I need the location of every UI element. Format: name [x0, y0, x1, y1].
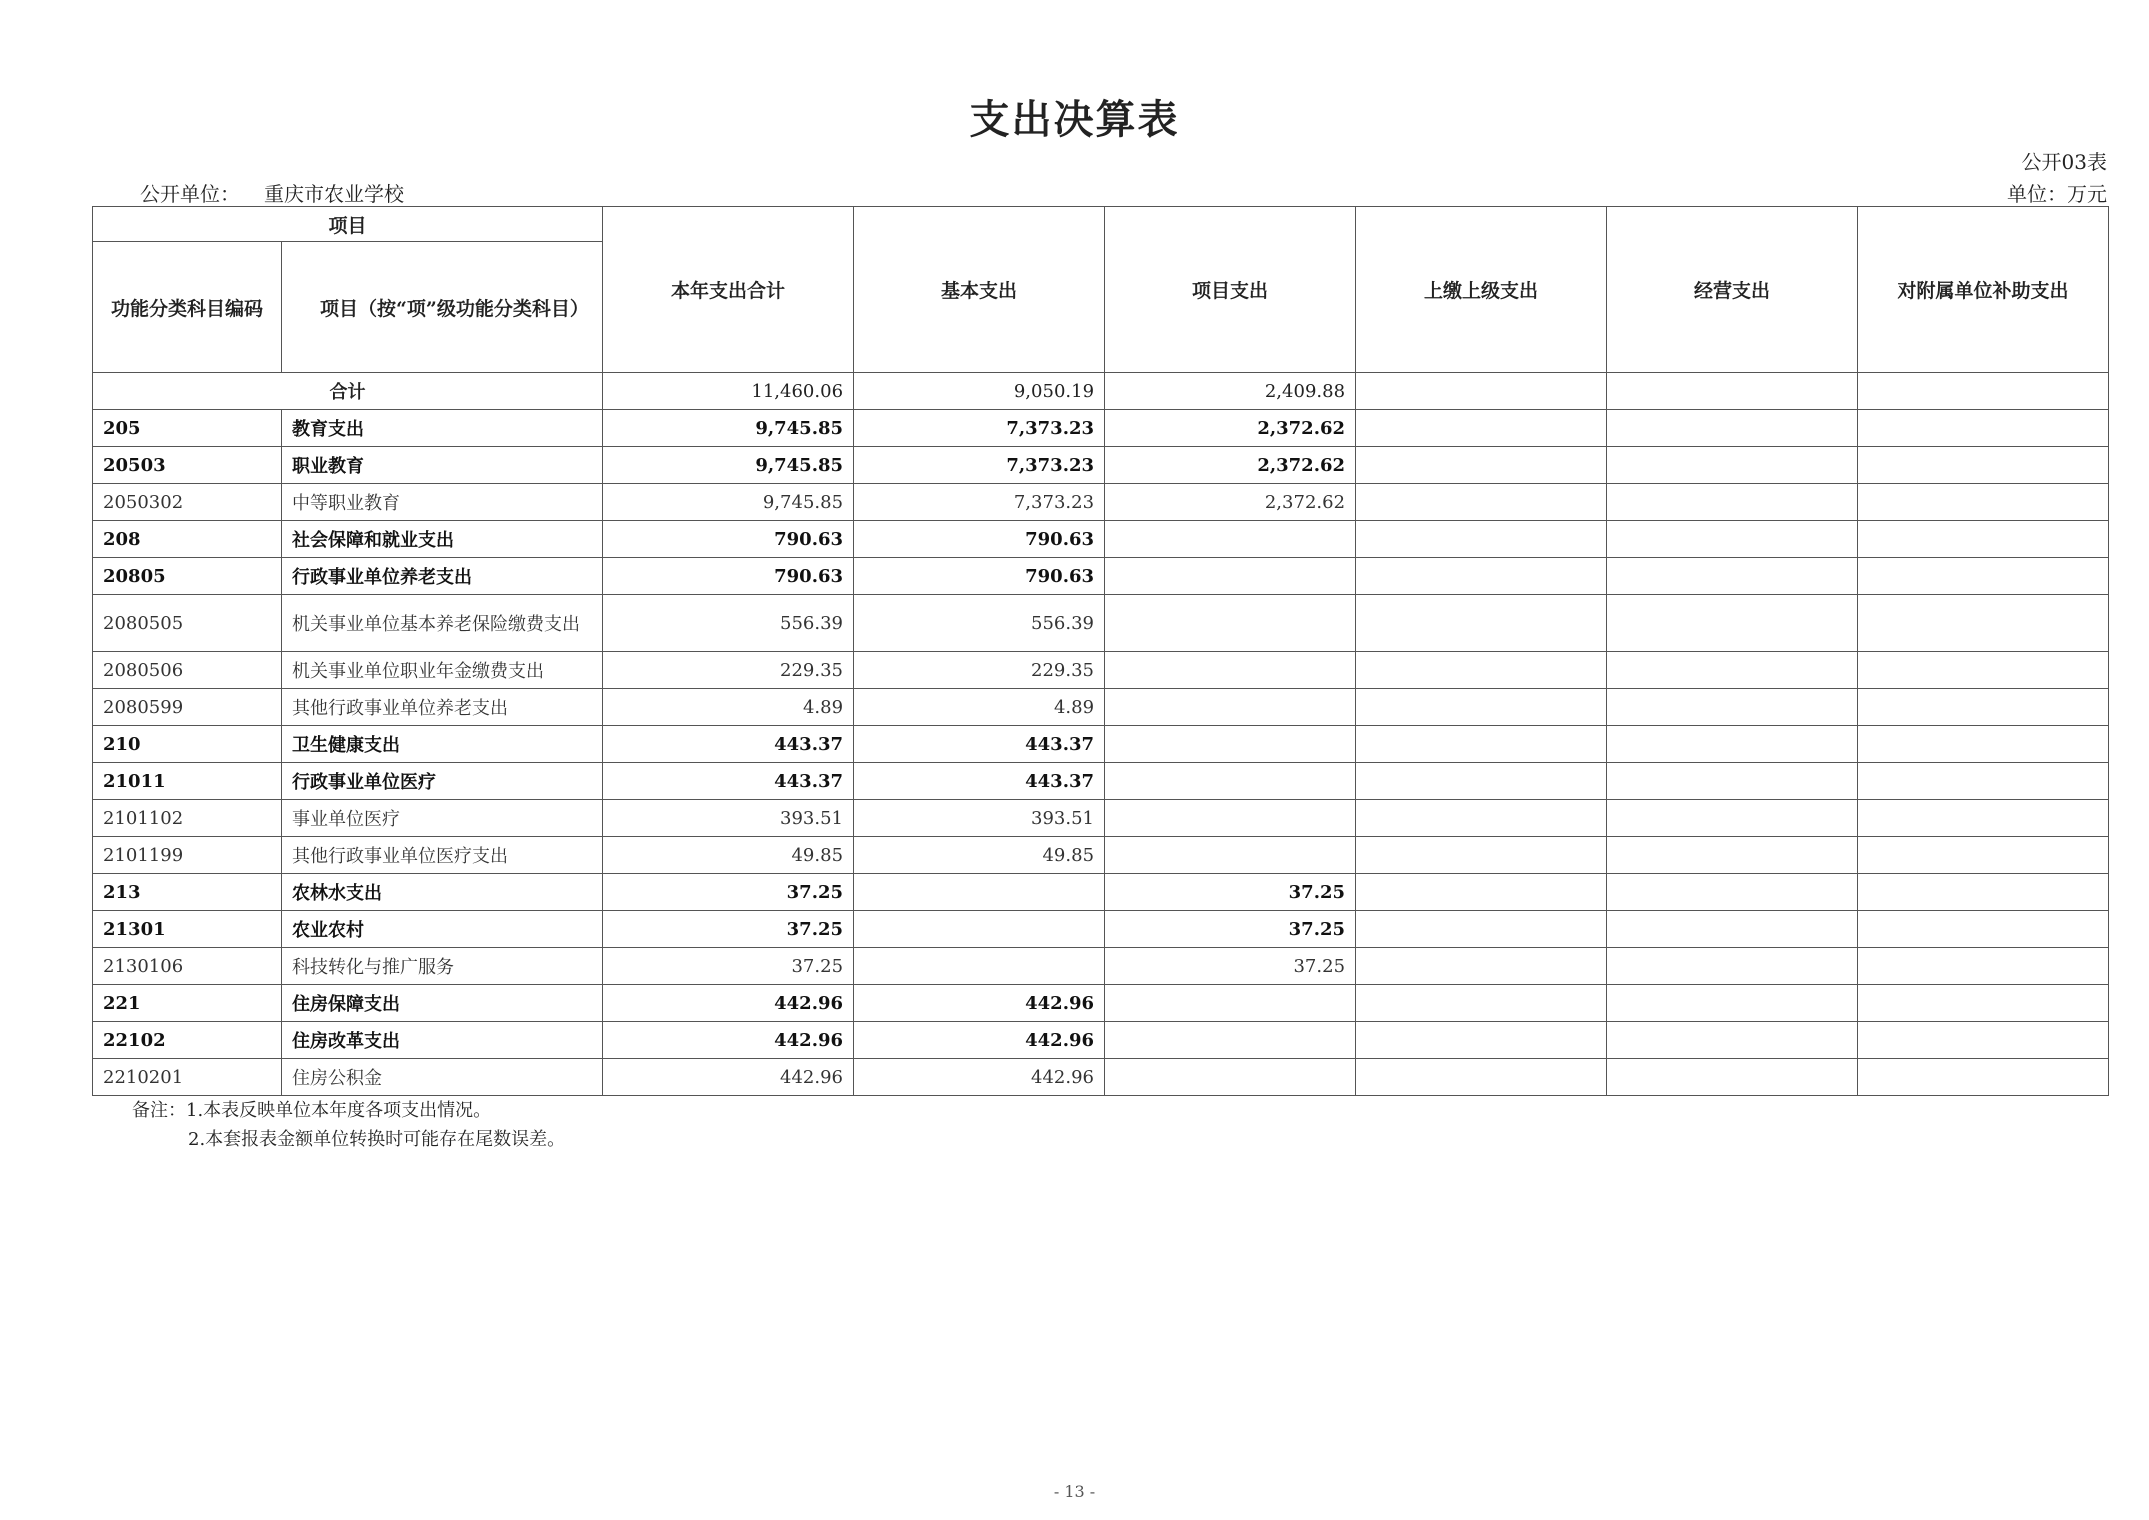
table-row — [93, 521, 2109, 558]
project-cell — [1105, 1059, 1356, 1096]
table-row — [93, 558, 2109, 595]
note-line-2: 2.本套报表金额单位转换时可能存在尾数误差。 — [188, 1129, 566, 1150]
name-cell: 行政事业单位养老支出 — [282, 558, 603, 595]
project-cell — [1105, 837, 1356, 874]
name-cell: 教育支出 — [282, 410, 603, 447]
name-cell: 机关事业单位基本养老保险缴费支出 — [282, 595, 603, 652]
business-cell — [1607, 410, 1858, 447]
total-cell: 229.35 — [603, 652, 854, 689]
table-row — [93, 689, 2109, 726]
total-cell: 442.96 — [603, 1059, 854, 1096]
project-cell — [1105, 800, 1356, 837]
total-basic: 9,050.19 — [854, 373, 1105, 410]
project-cell: 37.25 — [1105, 948, 1356, 985]
name-cell: 农业农村 — [282, 911, 603, 948]
subsidy-cell — [1858, 1059, 2109, 1096]
total-row — [93, 373, 2109, 410]
basic-cell: 442.96 — [854, 985, 1105, 1022]
total-business — [1607, 373, 1858, 410]
name-cell: 事业单位医疗 — [282, 800, 603, 837]
name-cell: 住房公积金 — [282, 1059, 603, 1096]
basic-cell: 4.89 — [854, 689, 1105, 726]
total-cell: 9,745.85 — [603, 447, 854, 484]
code-cell: 20503 — [93, 447, 282, 484]
subsidy-cell — [1858, 726, 2109, 763]
table-row — [93, 874, 2109, 911]
basic-cell — [854, 948, 1105, 985]
code-cell: 2050302 — [93, 484, 282, 521]
upper-cell — [1356, 447, 1607, 484]
name-cell: 行政事业单位医疗 — [282, 763, 603, 800]
form-number: 公开03表 — [2021, 150, 2107, 174]
subsidy-cell — [1858, 447, 2109, 484]
code-cell: 2080506 — [93, 652, 282, 689]
table-row — [93, 985, 2109, 1022]
table-row — [93, 652, 2109, 689]
basic-cell: 556.39 — [854, 595, 1105, 652]
total-cell: 4.89 — [603, 689, 854, 726]
business-cell — [1607, 484, 1858, 521]
subsidy-cell — [1858, 985, 2109, 1022]
subsidy-cell — [1858, 595, 2109, 652]
code-cell: 2210201 — [93, 1059, 282, 1096]
total-cell: 37.25 — [603, 948, 854, 985]
name-cell: 中等职业教育 — [282, 484, 603, 521]
upper-cell — [1356, 1022, 1607, 1059]
total-cell: 443.37 — [603, 763, 854, 800]
table-row — [93, 1022, 2109, 1059]
business-cell — [1607, 726, 1858, 763]
upper-cell — [1356, 726, 1607, 763]
upper-cell — [1356, 985, 1607, 1022]
upper-cell — [1356, 689, 1607, 726]
header-basic: 基本支出 — [854, 207, 1105, 373]
reporting-unit-value: 重庆市农业学校 — [264, 182, 404, 206]
subsidy-cell — [1858, 652, 2109, 689]
header-code: 功能分类科目编码 — [93, 242, 282, 373]
business-cell — [1607, 521, 1858, 558]
project-cell — [1105, 521, 1356, 558]
code-cell: 205 — [93, 410, 282, 447]
upper-cell — [1356, 800, 1607, 837]
upper-cell — [1356, 521, 1607, 558]
upper-cell — [1356, 484, 1607, 521]
upper-cell — [1356, 1059, 1607, 1096]
page-number: - 13 - — [1053, 1482, 1096, 1501]
basic-cell: 790.63 — [854, 558, 1105, 595]
basic-cell: 229.35 — [854, 652, 1105, 689]
subsidy-cell — [1858, 763, 2109, 800]
name-cell: 卫生健康支出 — [282, 726, 603, 763]
basic-cell: 442.96 — [854, 1022, 1105, 1059]
basic-cell: 443.37 — [854, 763, 1105, 800]
table-row — [93, 410, 2109, 447]
code-cell: 2101102 — [93, 800, 282, 837]
total-cell: 37.25 — [603, 911, 854, 948]
total-cell: 443.37 — [603, 726, 854, 763]
name-cell: 科技转化与推广服务 — [282, 948, 603, 985]
project-cell — [1105, 689, 1356, 726]
name-cell: 住房改革支出 — [282, 1022, 603, 1059]
code-cell: 208 — [93, 521, 282, 558]
subsidy-cell — [1858, 484, 2109, 521]
subsidy-cell — [1858, 948, 2109, 985]
total-cell: 442.96 — [603, 1022, 854, 1059]
upper-cell — [1356, 874, 1607, 911]
upper-cell — [1356, 911, 1607, 948]
basic-cell: 393.51 — [854, 800, 1105, 837]
business-cell — [1607, 763, 1858, 800]
business-cell — [1607, 1059, 1858, 1096]
business-cell — [1607, 948, 1858, 985]
notes — [132, 1096, 565, 1154]
subsidy-cell — [1858, 410, 2109, 447]
total-cell: 790.63 — [603, 558, 854, 595]
project-cell — [1105, 558, 1356, 595]
basic-cell: 49.85 — [854, 837, 1105, 874]
business-cell — [1607, 652, 1858, 689]
upper-cell — [1356, 837, 1607, 874]
page-title: 支出决算表 — [969, 96, 1180, 143]
business-cell — [1607, 985, 1858, 1022]
table-row — [93, 1059, 2109, 1096]
upper-cell — [1356, 763, 1607, 800]
total-cell: 9,745.85 — [603, 410, 854, 447]
total-amount: 11,460.06 — [603, 373, 854, 410]
basic-cell: 7,373.23 — [854, 447, 1105, 484]
name-cell: 其他行政事业单位医疗支出 — [282, 837, 603, 874]
table-row — [93, 595, 2109, 652]
name-cell: 住房保障支出 — [282, 985, 603, 1022]
total-upper — [1356, 373, 1607, 410]
code-cell: 221 — [93, 985, 282, 1022]
total-cell: 442.96 — [603, 985, 854, 1022]
code-cell: 22102 — [93, 1022, 282, 1059]
upper-cell — [1356, 410, 1607, 447]
total-cell: 556.39 — [603, 595, 854, 652]
business-cell — [1607, 874, 1858, 911]
code-cell: 21011 — [93, 763, 282, 800]
code-cell: 2080505 — [93, 595, 282, 652]
note-line-1: 备注：1.本表反映单位本年度各项支出情况。 — [132, 1100, 492, 1121]
project-cell — [1105, 595, 1356, 652]
basic-cell: 442.96 — [854, 1059, 1105, 1096]
header-name: 项目（按“项”级功能分类科目） — [282, 242, 603, 373]
project-cell: 37.25 — [1105, 874, 1356, 911]
subsidy-cell — [1858, 800, 2109, 837]
upper-cell — [1356, 652, 1607, 689]
upper-cell — [1356, 595, 1607, 652]
total-cell: 9,745.85 — [603, 484, 854, 521]
table-row — [93, 726, 2109, 763]
business-cell — [1607, 689, 1858, 726]
code-cell: 213 — [93, 874, 282, 911]
project-cell — [1105, 1022, 1356, 1059]
project-cell: 2,372.62 — [1105, 484, 1356, 521]
business-cell — [1607, 558, 1858, 595]
basic-cell: 443.37 — [854, 726, 1105, 763]
business-cell — [1607, 911, 1858, 948]
name-cell: 农林水支出 — [282, 874, 603, 911]
subsidy-cell — [1858, 689, 2109, 726]
name-cell: 机关事业单位职业年金缴费支出 — [282, 652, 603, 689]
basic-cell: 790.63 — [854, 521, 1105, 558]
total-cell: 393.51 — [603, 800, 854, 837]
basic-cell: 7,373.23 — [854, 410, 1105, 447]
basic-cell: 7,373.23 — [854, 484, 1105, 521]
project-cell: 2,372.62 — [1105, 410, 1356, 447]
business-cell — [1607, 1022, 1858, 1059]
table-row — [93, 948, 2109, 985]
code-cell: 2101199 — [93, 837, 282, 874]
total-cell: 790.63 — [603, 521, 854, 558]
basic-cell — [854, 911, 1105, 948]
project-cell — [1105, 652, 1356, 689]
expenditure-table — [92, 206, 2109, 1096]
upper-cell — [1356, 948, 1607, 985]
project-cell — [1105, 726, 1356, 763]
table-row — [93, 484, 2109, 521]
subsidy-cell — [1858, 558, 2109, 595]
total-cell: 49.85 — [603, 837, 854, 874]
money-unit: 单位：万元 — [2007, 182, 2107, 206]
project-cell: 2,372.62 — [1105, 447, 1356, 484]
business-cell — [1607, 595, 1858, 652]
header-total: 本年支出合计 — [603, 207, 854, 373]
code-cell: 2080599 — [93, 689, 282, 726]
header-upper: 上缴上级支出 — [1356, 207, 1607, 373]
table-row — [93, 763, 2109, 800]
business-cell — [1607, 837, 1858, 874]
subsidy-cell — [1858, 911, 2109, 948]
total-cell: 37.25 — [603, 874, 854, 911]
header-business: 经营支出 — [1607, 207, 1858, 373]
table-row — [93, 911, 2109, 948]
code-cell: 210 — [93, 726, 282, 763]
subsidy-cell — [1858, 1022, 2109, 1059]
code-cell: 21301 — [93, 911, 282, 948]
business-cell — [1607, 447, 1858, 484]
header-subsidy: 对附属单位补助支出 — [1858, 207, 2109, 373]
header-item: 项目 — [93, 207, 603, 242]
total-subsidy — [1858, 373, 2109, 410]
subsidy-cell — [1858, 874, 2109, 911]
total-label: 合计 — [93, 373, 603, 410]
project-cell: 37.25 — [1105, 911, 1356, 948]
table-row — [93, 447, 2109, 484]
name-cell: 职业教育 — [282, 447, 603, 484]
table-row — [93, 800, 2109, 837]
code-cell: 2130106 — [93, 948, 282, 985]
subsidy-cell — [1858, 521, 2109, 558]
code-cell: 20805 — [93, 558, 282, 595]
total-project: 2,409.88 — [1105, 373, 1356, 410]
name-cell: 社会保障和就业支出 — [282, 521, 603, 558]
project-cell — [1105, 763, 1356, 800]
business-cell — [1607, 800, 1858, 837]
name-cell: 其他行政事业单位养老支出 — [282, 689, 603, 726]
reporting-unit-label: 公开单位： — [140, 182, 240, 206]
project-cell — [1105, 985, 1356, 1022]
reporting-unit — [140, 178, 404, 207]
basic-cell — [854, 874, 1105, 911]
header-project: 项目支出 — [1105, 207, 1356, 373]
subsidy-cell — [1858, 837, 2109, 874]
table-row — [93, 837, 2109, 874]
upper-cell — [1356, 558, 1607, 595]
